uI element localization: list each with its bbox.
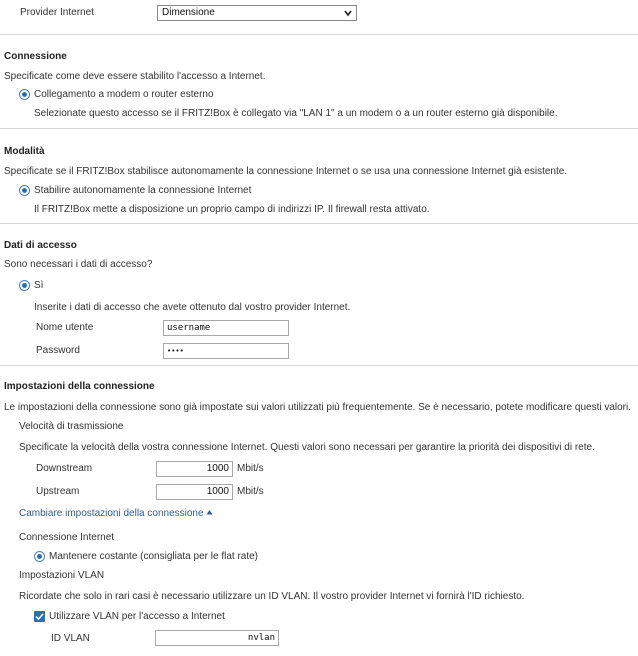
connessione-desc: Specificate come deve essere stabilito l'accesso a Internet. bbox=[4, 71, 266, 82]
vlan-checkbox-label[interactable]: Utilizzare VLAN per l'accesso a Internet bbox=[49, 611, 225, 622]
downstream-field[interactable]: 1000 bbox=[156, 461, 233, 477]
vlan-desc: Ricordate che solo in rari casi è necessario utilizzare un ID VLAN. Il vostro provider Internet vi fornirà l'ID richiesto. bbox=[19, 591, 525, 602]
vlan-title: Impostazioni VLAN bbox=[19, 570, 105, 581]
radio-modem-router[interactable] bbox=[19, 89, 30, 100]
impostazioni-desc: Le impostazioni della connessione sono già impostate sui valori utilizzati più frequentemente. Se è necessario, potete modificare questi valori. bbox=[4, 402, 632, 413]
velocita-desc: Specificate la velocità della vostra connessione Internet. Questi valori sono necessari per garantire la priorità dei dispositivi di rete. bbox=[19, 442, 595, 453]
radio-mantenere-costante-label[interactable]: Mantenere costante (consigliata per le flat rate) bbox=[49, 551, 258, 562]
provider-selected-value: Dimensione bbox=[162, 7, 215, 18]
divider bbox=[0, 365, 638, 366]
radio-stabilire-connessione-label[interactable]: Stabilire autonomamente la connessione Internet bbox=[34, 185, 252, 196]
radio-si-label[interactable]: Sì bbox=[34, 280, 44, 291]
radio-si[interactable] bbox=[19, 280, 30, 291]
section-title-connessione: Connessione bbox=[4, 51, 67, 62]
velocita-title: Velocità di trasmissione bbox=[19, 421, 124, 432]
username-label: Nome utente bbox=[36, 322, 94, 333]
radio-stabilire-connessione[interactable] bbox=[19, 185, 30, 196]
caret-up-icon bbox=[206, 509, 213, 515]
password-label: Password bbox=[36, 345, 80, 356]
modalita-desc: Specificate se il FRITZ!Box stabilisce autonomamente la connessione Internet o se usa una connessione Internet già esistente. bbox=[4, 166, 568, 177]
section-title-impostazioni: Impostazioni della connessione bbox=[4, 381, 155, 392]
vlan-id-field[interactable]: nvlan bbox=[155, 630, 279, 646]
upstream-label: Upstream bbox=[36, 486, 80, 497]
divider bbox=[0, 128, 638, 129]
upstream-field[interactable]: 1000 bbox=[156, 484, 233, 500]
divider bbox=[0, 223, 638, 224]
radio-modem-router-label[interactable]: Collegamento a modem o router esterno bbox=[34, 89, 214, 100]
vlan-checkbox[interactable] bbox=[34, 611, 45, 622]
password-field[interactable]: •••• bbox=[163, 343, 289, 359]
divider bbox=[0, 34, 638, 35]
upstream-unit: Mbit/s bbox=[237, 486, 264, 497]
section-title-modalita: Modalità bbox=[4, 146, 45, 157]
dati-accesso-hint: Inserite i dati di accesso che avete ottenuto dal vostro provider Internet. bbox=[34, 302, 351, 313]
chevron-down-icon bbox=[344, 9, 352, 17]
username-field[interactable]: username bbox=[163, 320, 289, 336]
change-settings-link[interactable] bbox=[19, 508, 213, 519]
change-settings-link-text: Cambiare impostazioni della connessione bbox=[19, 508, 204, 519]
modalita-option-desc: Il FRITZ!Box mette a disposizione un proprio campo di indirizzi IP. Il firewall resta attivato. bbox=[34, 204, 430, 215]
provider-label: Provider Internet bbox=[20, 7, 94, 18]
radio-mantenere-costante[interactable] bbox=[34, 551, 45, 562]
downstream-unit: Mbit/s bbox=[237, 463, 264, 474]
vlan-id-label: ID VLAN bbox=[51, 633, 90, 644]
connessione-option-desc: Selezionate questo accesso se il FRITZ!Box è collegato via "LAN 1" a un modem o a un router esterno già disponibile. bbox=[34, 108, 558, 119]
provider-select[interactable] bbox=[157, 5, 357, 21]
dati-accesso-question: Sono necessari i dati di accesso? bbox=[4, 259, 153, 270]
downstream-label: Downstream bbox=[36, 463, 93, 474]
section-title-dati-accesso: Dati di accesso bbox=[4, 240, 77, 251]
conn-internet-title: Connessione Internet bbox=[19, 532, 115, 543]
checkmark-icon bbox=[34, 611, 45, 622]
